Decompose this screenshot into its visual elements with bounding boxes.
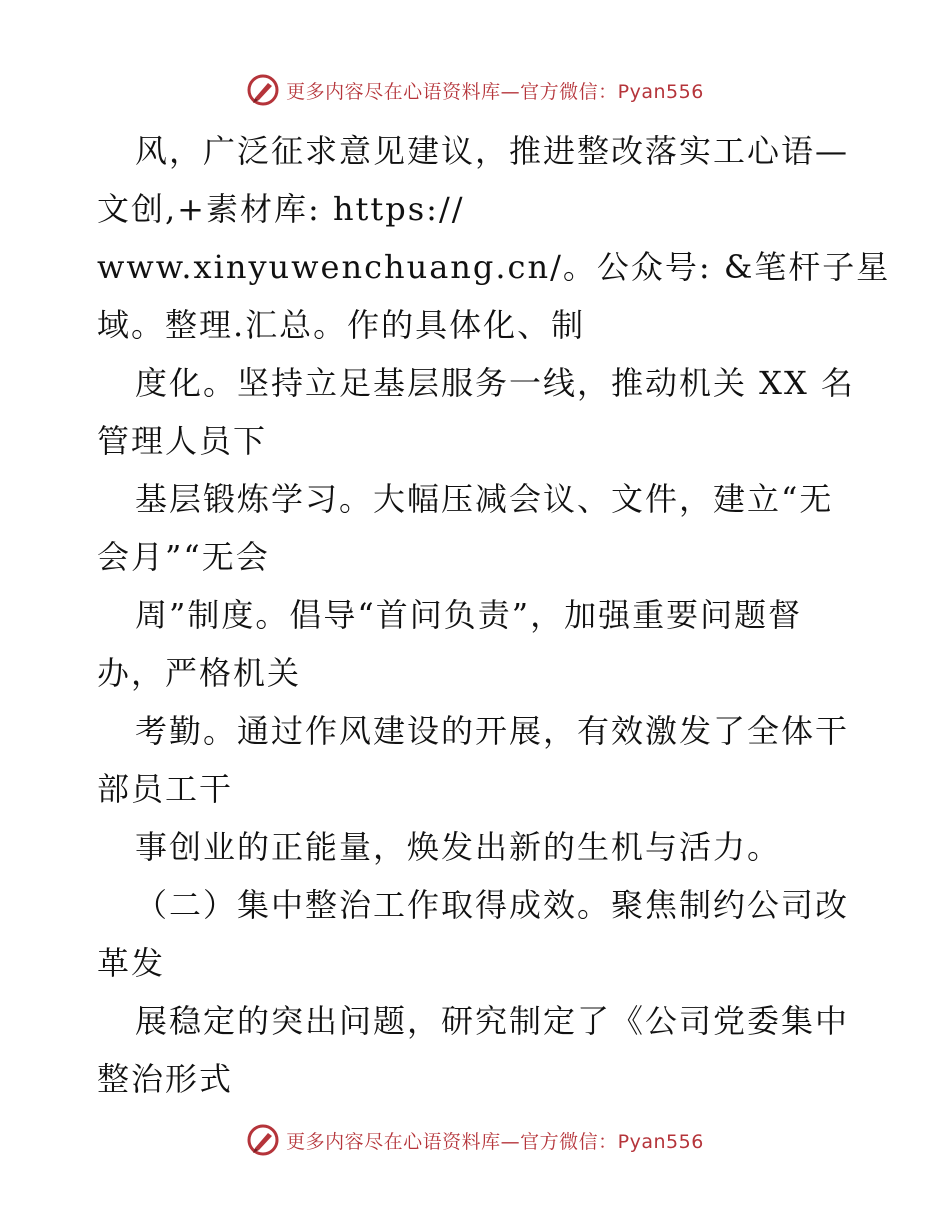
text-line: 办，严格机关 xyxy=(97,654,302,692)
text-line: 会月”“无会 xyxy=(97,538,270,576)
header-banner xyxy=(0,70,950,110)
text-line: 风，广泛征求意见建议，推进整改落实工心语— xyxy=(135,132,850,170)
text-line: 文创,+素材库: https:// xyxy=(97,190,465,228)
text-line: 周”制度。倡导“首问负责”，加强重要问题督 xyxy=(135,596,803,634)
pen-seal-logo-icon xyxy=(246,1123,280,1157)
text-line: 事创业的正能量，焕发出新的生机与活力。 xyxy=(135,828,782,866)
text-line: 基层锻炼学习。大幅压减会议、文件，建立“无 xyxy=(135,480,834,518)
footer-banner xyxy=(0,1120,950,1160)
text-line: 考勤。通过作风建设的开展，有效激发了全体干 xyxy=(135,712,850,750)
text-line: www.xinyuwenchuang.cn/。公众号: &笔杆子星 xyxy=(97,248,891,286)
text-line: （二）集中整治工作取得成效。聚焦制约公司改 xyxy=(135,886,850,924)
text-line: 度化。坚持立足基层服务一线，推动机关 XX 名 xyxy=(135,364,855,402)
text-line: 展稳定的突出问题，研究制定了《公司党委集中 xyxy=(135,1002,850,1040)
text-line: 整治形式 xyxy=(97,1060,234,1098)
text-line: 域。整理.汇总。作的具体化、制 xyxy=(97,306,586,344)
header-banner-text: 更多内容尽在心语资料库—官方微信：Pyan556 xyxy=(286,80,704,103)
pen-seal-logo-icon xyxy=(246,73,280,107)
footer-banner-text: 更多内容尽在心语资料库—官方微信：Pyan556 xyxy=(286,1130,704,1153)
text-line: 革发 xyxy=(97,944,166,982)
document-body xyxy=(97,122,891,1108)
text-line: 部员工干 xyxy=(97,770,234,808)
text-line: 管理人员下 xyxy=(97,422,268,460)
